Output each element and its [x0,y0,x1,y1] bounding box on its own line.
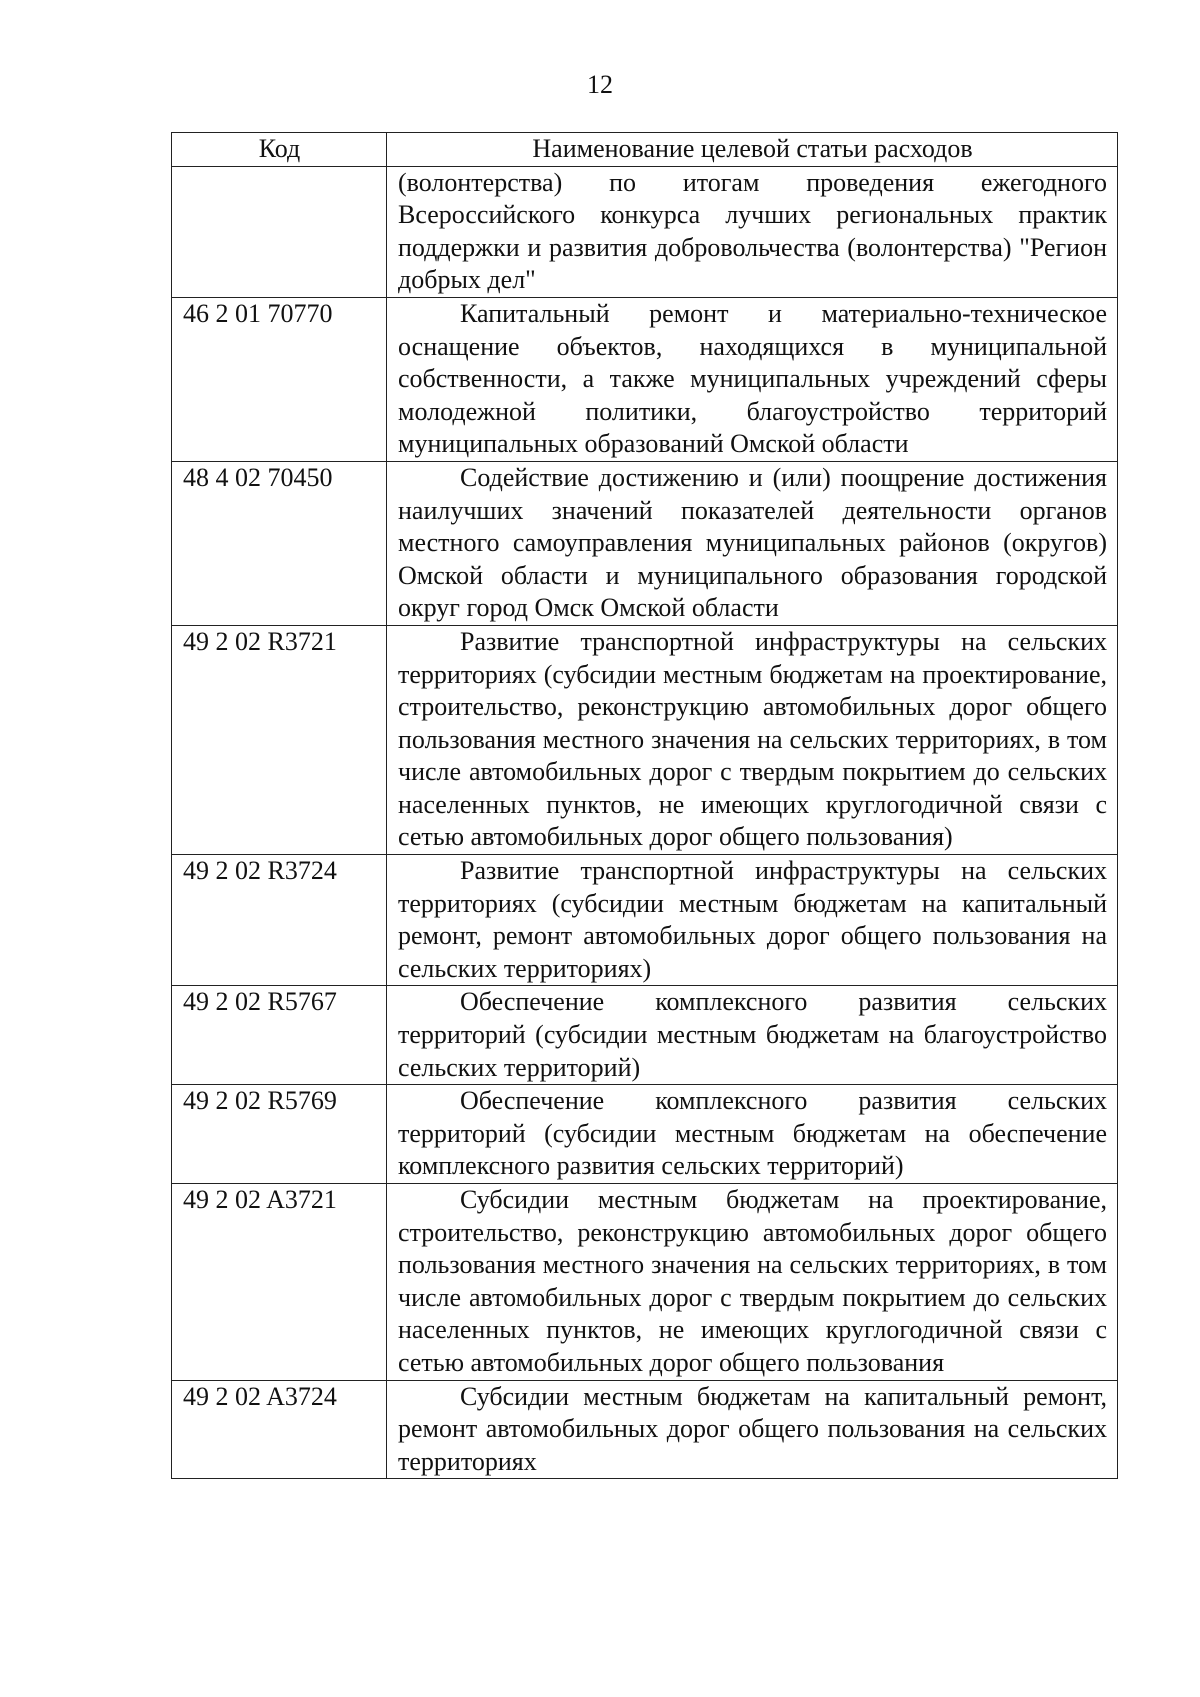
page-number: 12 [587,70,613,99]
expense-items-table [171,132,1118,1479]
header-name: Наименование целевой статьи расходов [387,133,1118,167]
row-code: 49 2 02 R5769 [172,1085,387,1184]
row-name [387,986,1118,1085]
table-row [172,166,1118,297]
row-name-text: (волонтерства) по итогам проведения ежегодного Всероссийского конкурса лучших региональных практик поддержки и развития добровольчества (волонтерства) "Регион добрых дел" [398,167,1107,295]
table-row [172,297,1118,461]
row-code: 49 2 02 R3721 [172,625,387,854]
row-name-text: Содействие достижению и (или) поощрение достижения наилучших значений показателей деятельности органов местного самоуправления муниципальных районов (округов) Омской области и муниципального образования городской округ город Омск Омской области [398,462,1107,623]
row-name [387,855,1118,986]
table-row [172,1380,1118,1479]
table-row [172,855,1118,986]
row-name [387,625,1118,854]
row-name [387,1184,1118,1381]
row-name-text: Субсидии местным бюджетам на проектирование, строительство, реконструкцию автомобильных дорог общего пользования местного значения на сельских территориях, в том числе автомобильных дорог с твердым покрытием до сельских населенных пунктов, не имеющих круглогодичной связи с сетью автомобильных дорог общего пользования [398,1185,1107,1377]
row-name [387,166,1118,297]
row-code: 48 4 02 70450 [172,461,387,625]
header-code: Код [172,133,387,167]
table-row [172,625,1118,854]
row-code: 49 2 02 R5767 [172,986,387,1085]
row-name-text: Развитие транспортной инфраструктуры на сельских территориях (субсидии местным бюджетам на проектирование, строительство, реконструкцию автомобильных дорог общего пользования местного значения на сельских территориях, в том числе автомобильных дорог с твердым покрытием до сельских населенных пунктов, не имеющих круглогодичной связи с сетью автомобильных дорог общего пользования) [398,626,1107,852]
row-name-text: Обеспечение комплексного развития сельских территорий (субсидии местным бюджетам на обеспечение комплексного развития сельских территорий) [398,1086,1107,1181]
row-name [387,297,1118,461]
row-name [387,461,1118,625]
table-row [172,1085,1118,1184]
table-row [172,461,1118,625]
row-name-text: Капитальный ремонт и материально-техническое оснащение объектов, находящихся в муниципальной собственности, а также муниципальных учреждений сферы молодежной политики, благоустройство территорий муниципальных образований Омской области [398,298,1107,459]
table-row [172,1184,1118,1381]
row-name [387,1380,1118,1479]
row-code: 49 2 02 A3721 [172,1184,387,1381]
table-body [172,166,1118,1479]
row-code: 46 2 01 70770 [172,297,387,461]
row-name-text: Субсидии местным бюджетам на капитальный ремонт, ремонт автомобильных дорог общего пользования на сельских территориях [398,1381,1107,1476]
row-code: 49 2 02 R3724 [172,855,387,986]
row-name [387,1085,1118,1184]
row-code [172,166,387,297]
table-row [172,986,1118,1085]
row-code: 49 2 02 A3724 [172,1380,387,1479]
row-name-text: Обеспечение комплексного развития сельских территорий (субсидии местным бюджетам на благоустройство сельских территорий) [398,987,1107,1082]
table-header [172,133,1118,167]
row-name-text: Развитие транспортной инфраструктуры на сельских территориях (субсидии местным бюджетам на капитальный ремонт, ремонт автомобильных дорог общего пользования на сельских территориях) [398,856,1107,983]
table-header-row [172,133,1118,167]
